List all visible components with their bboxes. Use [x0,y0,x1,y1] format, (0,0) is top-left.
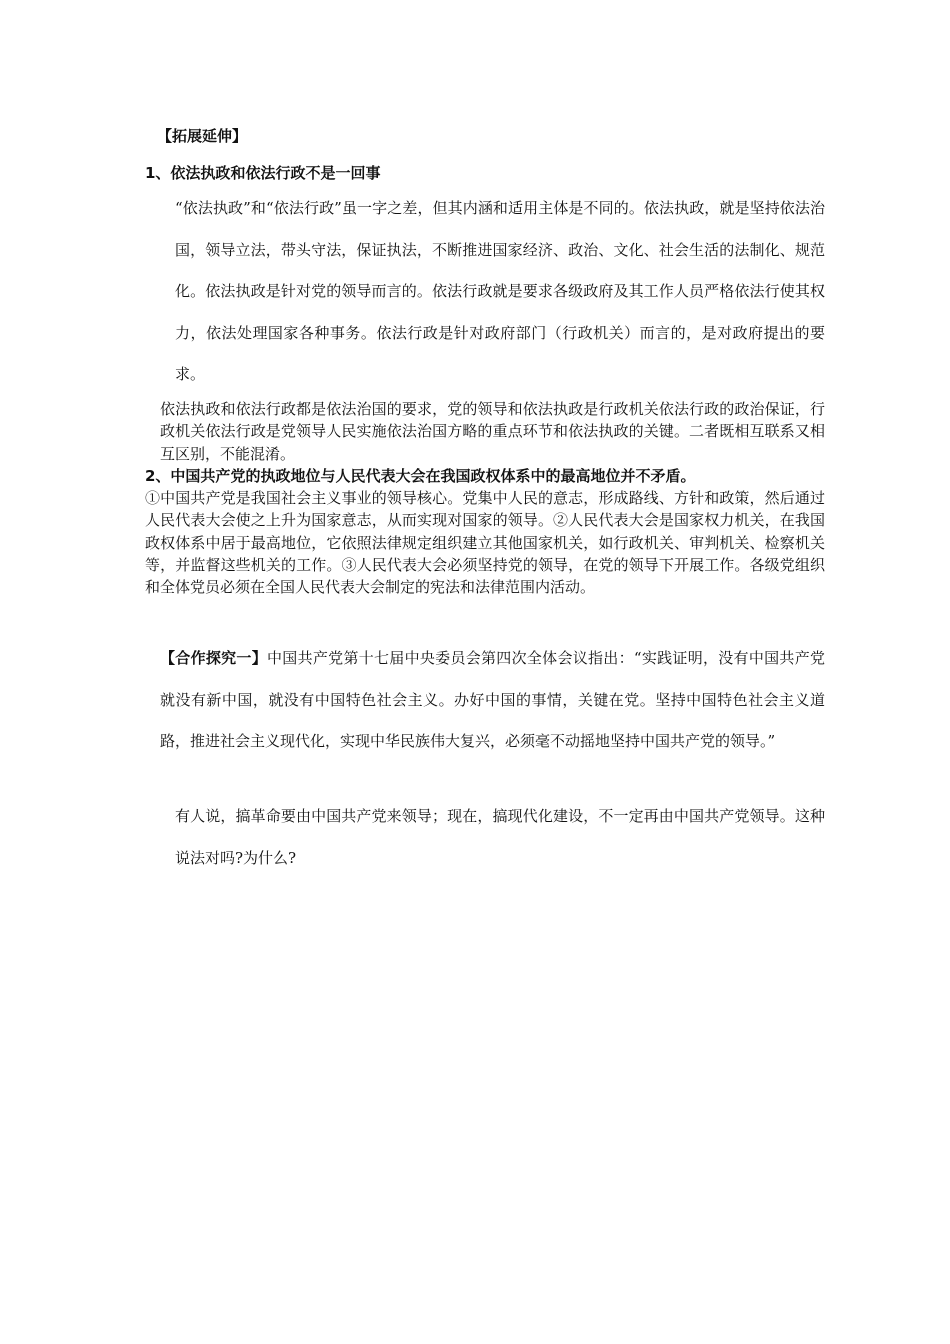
point2-paragraph [145,487,825,598]
point1-paragraph-2 [145,398,825,465]
inquiry-block [145,638,825,763]
point1-para1-text: “依法执政”和“依法行政”虽一字之差，但其内涵和适用主体是不同的。依法执政，就是坚持依法治国，领导立法，带头守法，保证执法，不断推进国家经济、政治、文化、社会生活的法制化、规范化。依法执政是针对党的领导而言的。依法行政就是要求各级政府及其工作人员严格依法行使其权力，依法处理国家各种事务。依法行政是针对政府部门（行政机关）而言的，是对政府提出的要求。 [175,199,825,383]
point1-paragraph-1 [145,188,825,396]
inquiry-paragraph [145,638,825,763]
extension-heading: 【拓展延伸】 [157,127,248,145]
inquiry-text: 中国共产党第十七届中央委员会第四次全体会议指出：“实践证明，没有中国共产党就没有新中国，就没有中国特色社会主义。办好中国的事情，关键在党。坚持中国特色社会主义道路，推进社会主义现代化，实现中华民族伟大复兴，必须毫不动摇地坚持中国共产党的领导。” [160,649,825,750]
point1-para2-text: 依法执政和依法行政都是依法治国的要求，党的领导和依法执政是行政机关依法行政的政治保证，行政机关依法行政是党领导人民实施依法治国方略的重点环节和依法执政的关键。二者既相互联系又相互区别，不能混淆。 [160,400,825,463]
inquiry-label: 【合作探究一】 [160,649,268,667]
point1-heading: 1、依法执政和依法行政不是一回事 [145,164,381,182]
inquiry-question: 有人说，搞革命要由中国共产党来领导；现在，搞现代化建设，不一定再由中国共产党领导。这种说法对吗?为什么? [175,807,825,867]
question-block [145,796,825,879]
point2-para-text: ①中国共产党是我国社会主义事业的领导核心。党集中人民的意志，形成路线、方针和政策，然后通过人民代表大会使之上升为国家意志，从而实现对国家的领导。②人民代表大会是国家权力机关，在我国政权体系中居于最高地位，它依照法律规定组织建立其他国家机关，如行政机关、审判机关、检察机关等，并监督这些机关的工作。③人民代表大会必须坚持党的领导，在党的领导下开展工作。各级党组织和全体党员必须在全国人民代表大会制定的宪法和法律范围内活动。 [145,489,825,597]
point2-heading: 2、中国共产党的执政地位与人民代表大会在我国政权体系中的最高地位并不矛盾。 [145,467,696,485]
